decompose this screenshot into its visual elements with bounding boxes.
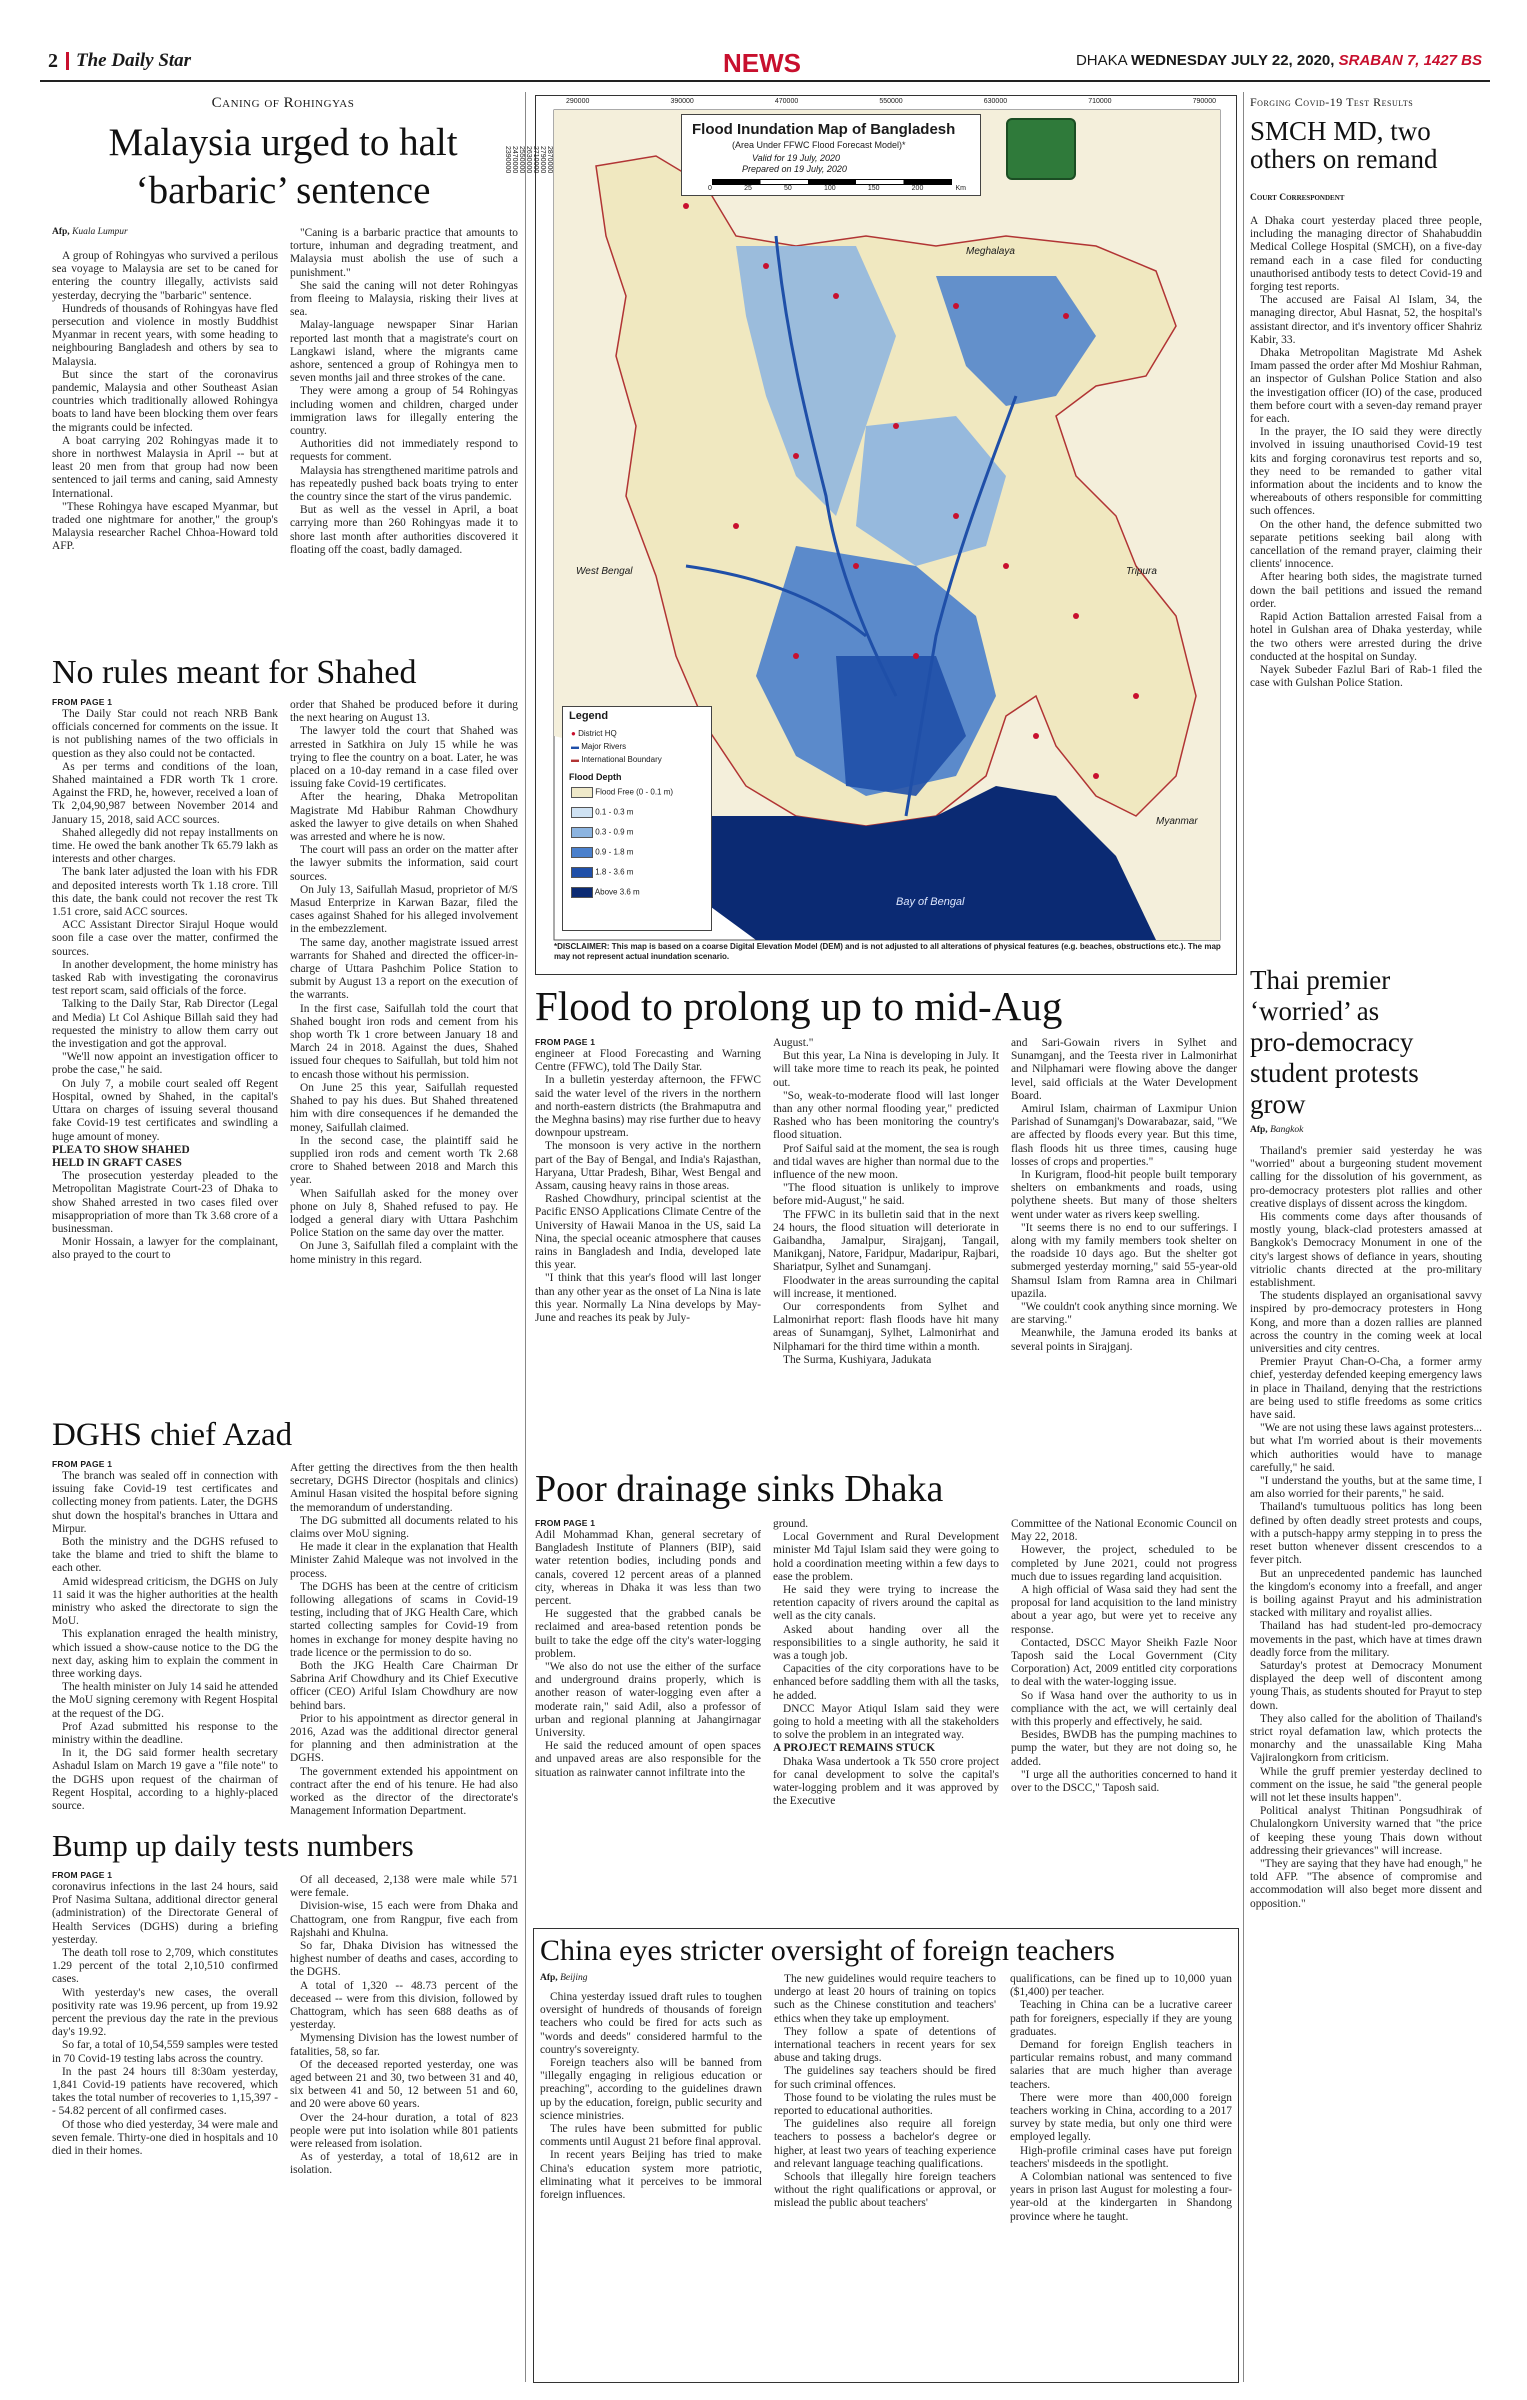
china-col-1	[540, 1991, 762, 2379]
paragraph: The branch was sealed off in connection with issuing fake Covid-19 test certificates and collecting money from patients. Later, the DGHS shut down the hospital's branches in Uttara and Mirpur.	[52, 1470, 278, 1535]
paragraph: On the other hand, the defence submitted two separate petitions seeking bail along with cancellation of the remand prayer, claiming their clients' innocence.	[1250, 518, 1482, 571]
paragraph: So far, a total of 10,54,559 samples were tested in 70 Covid-19 testing labs across the country.	[52, 2039, 278, 2065]
depth-item	[571, 887, 640, 898]
thai-headline-line: Thai premier	[1250, 965, 1391, 995]
coord-label: 2710000	[532, 146, 539, 174]
smch-byline: Court Correspondent	[1250, 193, 1345, 203]
paragraph: Prior to his appointment as director general in 2016, Azad was the additional director general for planning and then administration at the DGHS.	[290, 1712, 518, 1765]
paragraph: A Dhaka court yesterday placed three people, including the managing director of Shahabuddin Medical College Hospital (SMCH), on a five-day remand each in a case filed for conducting unauthorised antibody tests to detect Covid-19 and forging test reports.	[1250, 215, 1482, 294]
shahed-headline: No rules meant for Shahed	[52, 654, 417, 691]
paragraph: Thailand has had student-led pro-democracy movements in the past, which have at times drawn deadly force from the military.	[1250, 1620, 1482, 1659]
paragraph: Of the deceased reported yesterday, one was aged between 21 and 30, two between 31 and 40, six between 41 and 50, 12 between 51 and 60, and 20 were above 60 years.	[290, 2058, 518, 2111]
paragraph: Adil Mohammad Khan, general secretary of Bangladesh Institute of Planners (BIP), said water retention bodies, including ponds and canals, covered 12 percent areas of a planned city, whereas in Dhaka it was less than two percent.	[535, 1529, 761, 1608]
depth-label: 0.3 - 0.9 m	[595, 827, 634, 837]
map-label-tripura: Tripura	[1126, 566, 1157, 577]
coord-label: 2470000	[511, 146, 518, 174]
paragraph: The rules have been submitted for public comments until August 21 before final approval.	[540, 2123, 762, 2149]
paragraph: So far, Dhaka Division has witnessed the highest number of deaths and cases, according to the DGHS.	[290, 1940, 518, 1979]
map-logo	[1006, 118, 1076, 180]
paragraph: The Surma, Kushiyara, Jadukata	[783, 1353, 932, 1366]
paragraph: Those found to be violating the rules must be reported to educational authorities.	[774, 2091, 996, 2118]
coord-label: 2870000	[546, 146, 553, 174]
paragraph: The death toll rose to 2,709, which constitutes 1.29 percent of the total 2,10,510 confirmed cases.	[52, 1947, 278, 1986]
dghs-col-2	[290, 1462, 518, 1826]
legend-item-district: ● District HQ	[571, 729, 617, 738]
paragraph: "We couldn't cook anything since morning. We are starving."	[1011, 1301, 1237, 1327]
paragraph: Authorities did not immediately respond to requests for comment.	[290, 438, 518, 464]
map-coords-side	[504, 146, 553, 906]
paragraph: coronavirus infections in the last 24 hours, said Prof Nasima Sultana, additional director general (administration) of the Directorate General of Health Services (DGHS) during a briefing yesterday.	[52, 1881, 278, 1946]
tests-headline: Bump up daily tests numbers	[52, 1828, 414, 1863]
scale-label: 150	[867, 185, 880, 192]
paragraph: Over the 24-hour duration, a total of 823 people were put into isolation while 801 patients were released from isolation.	[290, 2111, 518, 2151]
paragraph: Hundreds of thousands of Rohingyas have fled persecution and violence in mostly Buddhist Myanmar in recent years, with some heading to neighbouring Bangladesh and others by sea to Malaysia.	[52, 302, 278, 368]
depth-item	[571, 847, 633, 858]
subheading: HELD IN GRAFT CASES	[52, 1156, 182, 1169]
coord-label: 2390000	[504, 146, 511, 174]
depth-label: 0.1 - 0.3 m	[595, 807, 634, 817]
dateline-bangla: SRABAN 7, 1427 BS	[1338, 52, 1482, 69]
paragraph: "Caning is a barbaric practice that amounts to torture, inhuman and degrading treatment, and Malaysia must abolish the use of such a punishment."	[290, 227, 518, 279]
paragraph: On July 13, Saifullah Masud, proprietor of M/S Masud Enterprize in Karwan Bazar, filed the cases against Shahed for his alleged involvement in the embezzlement.	[290, 883, 518, 936]
map-scale-labels	[708, 185, 966, 192]
paragraph: The bank later adjusted the loan with his FDR and deposited interests worth Tk 1.18 crore. Till this date, the bank could not recover the rest Tk 1.51 crore, said ACC sources.	[52, 866, 278, 919]
paragraph: "I think that this year's flood will last longer than any other year as the onset of La Nina is late this year. Normally La Nina develops by May-June and reaches its peak by July-	[535, 1272, 761, 1325]
paragraph: DNCC Mayor Atiqul Islam said they were going to hold a meeting with all the stakeholders to solve the problem in an integrated way.	[773, 1702, 999, 1742]
paragraph: But this year, La Nina is developing in July. It will take more time to reach its peak, he pointed out.	[773, 1050, 999, 1089]
thai-headline-line: ‘worried’ as	[1250, 996, 1380, 1026]
map-legend	[562, 706, 712, 931]
paragraph: Our correspondents from Sylhet and Lalmonirhat report: flash floods have hit many areas of Sunamganj, Sylhet, Lalmonirhat and Nilphamari for the third time within a month.	[773, 1301, 999, 1353]
depth-swatch	[571, 787, 593, 798]
paragraph: The monsoon is very active in the northern part of the Bay of Bengal, and India's Rajasthan, Haryana, Uttar Pradesh, Bihar, West Bengal and Assam, causing heavy rains in those areas.	[535, 1140, 761, 1193]
paragraph: "It seems there is no end to our sufferings. I along with my family members took shelter on the roadside 10 days ago. But the shelter got submerged yesterday morning," said 55-year-old Shamsul Islam from Ramna area in Chilmari upazila.	[1011, 1221, 1237, 1300]
depth-title: Flood Depth	[569, 772, 622, 782]
scale-label: 200	[911, 185, 924, 192]
coord-label: 2630000	[525, 146, 532, 174]
paragraph: In another development, the home ministry has tasked Rab with investigating the coronavirus test report scam, said officials of the force.	[52, 958, 278, 998]
section-label: NEWS	[723, 48, 801, 78]
paragraph: In the first case, Saifullah told the court that Shahed bought iron rods and cement from his shop worth Tk 1 crore between January 18 and March 24 in 2018. Against the dues, Shahed issued four cheques to Saifullah, but told him not to encash those without his permission.	[290, 1002, 518, 1081]
paragraph: On June 25 this year, Saifullah requested Shahed to pay his dues. But Shahed threatened him with dire consequences if he demanded the money, Saifullah claimed.	[290, 1081, 518, 1134]
coord-label: 550000	[879, 98, 903, 105]
map-title: Flood Inundation Map of Bangladesh	[692, 121, 956, 138]
malaysia-kicker: Caning of Rohingyas	[211, 95, 355, 111]
map-label-meghalaya: Meghalaya	[966, 246, 1015, 257]
china-col-3	[1010, 1973, 1232, 2379]
flood-article	[533, 985, 1239, 1463]
china-byline	[540, 1973, 588, 1983]
paragraph: Foreign teachers also will be banned from "illegally engaging in religious education or preaching", according to the guidelines drawn up by the education, foreign, public security and science ministries.	[540, 2057, 762, 2122]
china-article	[533, 1928, 1239, 2383]
dghs-article	[48, 1418, 518, 1828]
paragraph: In Kurigram, flood-hit people built temporary shelters on embankments and roads, using polythene sheets. But many of those shelters went under water as rivers keep swelling.	[1011, 1169, 1237, 1221]
paragraph: Rashed Chowdhury, principal scientist at the Pacific ENSO Applications Climate Centre of the University of Hawaii Manoa in the US, said La Nina, the special oceanic atmosphere that causes rains in Bangladesh and India, developed late this year.	[535, 1193, 761, 1272]
paragraph: Committee of the National Economic Council on May 22, 2018.	[1011, 1518, 1237, 1544]
depth-label: Above 3.6 m	[594, 887, 640, 897]
paragraph: Capacities of the city corporations have to be enhanced before saddling them with all the tasks, he added.	[773, 1663, 999, 1702]
malaysia-byline	[52, 227, 128, 237]
tests-col-2	[290, 1874, 518, 2382]
legend-title: Legend	[569, 710, 609, 722]
paragraph: Malaysia has strengthened maritime patrols and has repeatedly pushed back boats trying to enter the country since the start of the virus pandemic.	[290, 464, 518, 504]
paragraph: Shahed allegedly did not repay installments on time. He owed the bank another Tk 65.79 lakh as interests and other charges.	[52, 826, 278, 866]
flood-from-label: FROM PAGE 1	[535, 1037, 596, 1047]
dghs-col-1	[52, 1470, 278, 1826]
paragraph: The lawyer told the court that Shahed was arrested in Satkhira on July 15 while he was trying to flee the country on a boat. Later, he was placed on a 10-day remand in a case filed over issuing fake Covid-19 certificates.	[290, 725, 518, 791]
paragraph: The health minister on July 14 said he attended the MoU signing ceremony with Regent Hospital at the request of the DG.	[52, 1681, 278, 1720]
paragraph: They also called for the abolition of Thailand's strict royal defamation law, which protects the monarchy and the unassailable King Maha Vajiralongkorn from criticism.	[1250, 1712, 1482, 1765]
smch-article	[1250, 95, 1482, 965]
thai-headline	[1250, 965, 1482, 1120]
paragraph: The guidelines say teachers should be fired for such criminal offences.	[774, 2065, 996, 2091]
flood-col-2	[773, 1037, 999, 1458]
paragraph: Dhaka Metropolitan Magistrate Md Ashek Imam passed the order after Md Moshiur Rahman, an inspector of Gulshan Police Station and also the investigation officer (IO) of the case, produced them before court with a seven-day remand prayer for each.	[1250, 347, 1482, 426]
legend-item-rivers: ▬ Major Rivers	[571, 742, 627, 751]
tests-col-1	[52, 1881, 278, 2381]
paragraph: Monir Hossain, a lawyer for the complainant, also prayed to the court to	[52, 1236, 278, 1262]
paragraph: Mymensing Division has the lowest number of fatalities, 58, so far.	[290, 2032, 518, 2058]
drainage-col-1	[535, 1529, 761, 1914]
column-divider-right	[1243, 92, 1244, 2382]
paragraph: They were among a group of 54 Rohingyas including women and children, charged under immigration laws for illegally entering the country.	[290, 385, 518, 438]
depth-item	[571, 787, 673, 798]
coord-label: 710000	[1088, 98, 1112, 105]
paragraph: The prosecution yesterday pleaded to the Metropolitan Magistrate Court-23 of Dhaka to show Shahed arrested in two cases filed over misappropriation of more than Tk 3.68 crore of a businessman.	[52, 1170, 278, 1235]
paragraph: After getting the directives from the then health secretary, DGHS Director (hospitals and clinics) Aminul Hasan visited the hospital before signing the memorandum of understanding.	[290, 1462, 518, 1514]
map-valid-date: Valid for 19 July, 2020	[752, 153, 841, 163]
paragraph: He made it clear in the explanation that Health Minister Zahid Maleque was not involved in the process.	[290, 1541, 518, 1580]
depth-label: 0.9 - 1.8 m	[595, 847, 634, 857]
paragraph: "They are saying that they have had enough," he told AFP. "The absence of compromise and accommodation will also beget more dissent and opposition."	[1250, 1857, 1482, 1910]
paragraph: "We also do not use the either of the surface and underground drains properly, which is another reason of water-logging even after a moderate rain," said Adil, also a professor of urban and regional planning at Jahangirnagar University.	[535, 1661, 761, 1740]
paragraph: Floodwater in the areas surrounding the capital will increase, it mentioned.	[773, 1274, 999, 1300]
paragraph: qualifications, can be fined up to 10,000 yuan ($1,400) per teacher.	[1010, 1973, 1232, 1999]
paragraph: Both the ministry and the DGHS refused to take the blame and tried to shift the blame to each other.	[52, 1536, 278, 1575]
paragraph: In the prayer, the IO said they were directly involved in issuing unauthorised Covid-19 test kits and forging coronavirus test reports and so, they need to be remanded to gather vital information about the incidents and to know the whereabouts of others responsible for committing such offences.	[1250, 426, 1482, 518]
paragraph: Thailand's premier said yesterday he was "worried" about a burgeoning student movement calling for the dissolution of his government, as pro-democracy protesters plot rallies and other creative displays of dissent across the kingdom.	[1250, 1145, 1482, 1210]
paragraph: On June 3, Saifullah filed a complaint with the home ministry in this regard.	[290, 1240, 518, 1266]
paragraph: engineer at Flood Forecasting and Warning Centre (FFWC), told The Daily Star.	[535, 1048, 761, 1074]
map-title-box	[681, 114, 981, 196]
thai-article	[1250, 965, 1482, 2385]
smch-body	[1250, 215, 1482, 955]
paper-logo: The Daily Star	[76, 50, 192, 71]
paragraph: She said the caning will not deter Rohingyas from fleeing to Malaysia, risking their lives at sea.	[290, 279, 518, 319]
paragraph: In a bulletin yesterday afternoon, the FFWC said the water level of the rivers in the northern and north-eastern districts (the Brahmaputra and the Meghna basins) may rise further due to heavy downpour upstream.	[535, 1074, 761, 1140]
dghs-headline: DGHS chief Azad	[52, 1417, 293, 1453]
header-divider	[66, 52, 69, 70]
paragraph: He suggested that the grabbed canals be reclaimed and area-based retention ponds be built to take the edge off the city's water-logging problem.	[535, 1608, 761, 1660]
shahed-article	[48, 655, 518, 1415]
paragraph: But since the start of the coronavirus pandemic, Malaysia and other Southeast Asian countries which traditionally allowed Rohingya boats to land have been blocking them over fears the migrants could be infected.	[52, 368, 278, 434]
header-rule	[40, 80, 1490, 82]
coord-label: 2790000	[539, 146, 546, 174]
page-number: 2	[48, 50, 58, 72]
malaysia-col-2	[290, 227, 518, 652]
paragraph: The FFWC in its bulletin said that in the next 24 hours, the flood situation will deteriorate in Gaibandha, Jamalpur, Sirajganj, Tangail, Manikganj, Natore, Faridpur, Madaripur, Rajbari, Shariatpur, Sylhet and Sunamganj.	[773, 1208, 999, 1274]
flood-headline: Flood to prolong up to mid-Aug	[535, 983, 1063, 1029]
malaysia-headline-1: Malaysia urged to halt	[108, 121, 458, 164]
depth-item	[571, 807, 633, 818]
paragraph: The same day, another magistrate issued arrest warrants for Shahed and directed the officer-in-charge of Uttara Pashchim Police Station to submit by August 13 a report on the execution of the warrants.	[290, 936, 518, 1002]
scale-label: 100	[823, 185, 836, 192]
coord-label: 470000	[774, 98, 799, 105]
coord-label: 630000	[983, 98, 1008, 105]
paragraph: "So, weak-to-moderate flood will last longer than any other normal flooding year," predicted Rashed who has been monitoring the country's flood situation.	[773, 1089, 999, 1142]
depth-label: Flood Free (0 - 0.1 m)	[595, 787, 674, 797]
paragraph: Nayek Subeder Fazlul Bari of Rab-1 filed the case with Gulshan Police Station.	[1250, 663, 1482, 690]
paragraph: But as well as the vessel in April, a boat carrying more than 260 Rohingyas made it to shore last month after authorities discovered it floating off the coast, badly damaged.	[290, 504, 518, 556]
thai-byline-agency: Afp,	[1250, 1125, 1268, 1135]
paragraph: ground.	[773, 1518, 809, 1530]
drainage-headline: Poor drainage sinks Dhaka	[535, 1468, 944, 1510]
paragraph: After the hearing, Dhaka Metropolitan Magistrate Md Habibur Rahman Chowdhury asked the lawyer to give details on when Shahed was arrested and where he is now.	[290, 791, 518, 844]
paragraph: The government extended his appointment on contract after the end of his tenure. He had also worked as the director of the directorate's Management Information Department.	[290, 1765, 518, 1818]
china-headline: China eyes stricter oversight of foreign teachers	[540, 1934, 1115, 1967]
paragraph: Dhaka Wasa undertook a Tk 550 crore project for canal development to solve the capital's water-logging problem and it was approved by the Executive	[773, 1755, 999, 1808]
legend-label: International Boundary	[581, 755, 662, 764]
paragraph: The new guidelines would require teachers to undergo at least 20 hours of training on topics such as the Chinese constitution and teachers' ethics when they take up employment.	[774, 1973, 996, 2025]
legend-label: District HQ	[578, 729, 617, 738]
scale-label: 25	[744, 185, 752, 192]
map-label-bay: Bay of Bengal	[896, 896, 965, 908]
paragraph: A total of 1,320 -- 48.73 percent of the deceased -- were from this division, followed by Chattogram, which has seen 688 deaths as of yesterday.	[290, 1979, 518, 2032]
map-subtitle: (Area Under FFWC Flood Forecast Model)*	[732, 140, 906, 150]
paragraph: In it, the DG said former health secretary Ashadul Islam on March 19 gave a "file note" to the DGHS upon request of the chairman of Regent Hospital, according to a highly-placed source.	[52, 1747, 278, 1813]
paragraph: As per terms and conditions of the loan, Shahed maintained a FDR worth Tk 1 crore. Against the FRD, he, however, received a loan of Tk 2,04,90,987 between November 2014 and January 15, 2018, said ACC sources.	[52, 760, 278, 826]
shahed-from-label: FROM PAGE 1	[52, 697, 113, 707]
china-byline-place: Beijing	[560, 1973, 588, 1983]
malaysia-byline-agency: Afp,	[52, 227, 70, 237]
depth-swatch	[571, 807, 593, 818]
scale-unit: Km	[955, 185, 966, 192]
paragraph: The accused are Faisal Al Islam, 34, the managing director, Abul Hasnat, 52, the hospital's assistant director, and it's inventory officer Shahriz Kabir, 33.	[1250, 294, 1482, 346]
coord-label: 290000	[566, 98, 590, 105]
map-disclaimer: *DISCLAIMER: This map is based on a coarse Digital Elevation Model (DEM) and is not adjusted to all alterations of physical features (e.g. beaches, obstructions etc.). The map may not represent actual inundation scenario.	[554, 942, 1221, 961]
scale-label: 0	[708, 185, 712, 192]
paragraph: While the gruff premier yesterday declined to comment on the issue, he said "the general people will not let these insults happen".	[1250, 1765, 1482, 1804]
paragraph: "We'll now appoint an investigation officer to probe the case," he said.	[52, 1051, 278, 1077]
paragraph: Amirul Islam, chairman of Laxmipur Union Parishad of Sunamganj's Dowarabazar, said, "We are affected by floods every year. But this time, flash floods hit us three times, causing huge losses of crops and properties."	[1011, 1103, 1237, 1168]
paragraph: "The flood situation is unlikely to improve before mid-August," he said.	[773, 1182, 999, 1208]
drainage-article	[533, 1470, 1239, 1920]
paragraph: His comments come days after thousands of mostly young, black-clad protesters amassed at Bangkok's Democracy Monument in one of the city's largest shows of defiance in years, shouting vitriolic chants directed at the pro-military establishment.	[1250, 1211, 1482, 1290]
paragraph: A high official of Wasa said they had sent the proposal for land acquisition to the land ministry about a year ago, but were yet to receive any response.	[1011, 1584, 1237, 1636]
paragraph: So if Wasa hand over the authority to us in compliance with the act, we will certainly deal with this properly and effectively, he said.	[1011, 1689, 1237, 1729]
shahed-col-1	[52, 708, 278, 1408]
paragraph: "I understand the youths, but at the same time, I am also worried for their parents," he said.	[1250, 1475, 1482, 1501]
paragraph: Asked about handing over all the responsibilities to a single authority, he said it was a tough job.	[773, 1623, 999, 1663]
legend-label: Major Rivers	[581, 742, 627, 751]
subheading: PLEA TO SHOW SHAHED	[52, 1143, 190, 1156]
paragraph: Division-wise, 15 each were from Dhaka and Chattogram, one from Rangpur, five each from Rajshahi and Khulna.	[290, 1900, 518, 1939]
paragraph: In the second case, the plaintiff said he supplied iron rods and cement worth Tk 2.68 crore to Shahed between 2018 and March this year.	[290, 1134, 518, 1187]
smch-headline: SMCH MD, two others on remand	[1250, 116, 1438, 175]
paragraph: He said they were trying to increase the retention capacity of rivers around the capital as well as the city canals.	[773, 1584, 999, 1623]
flood-col-1	[535, 1048, 761, 1458]
paragraph: As of yesterday, a total of 18,612 are in isolation.	[290, 2151, 518, 2177]
paragraph: Amid widespread criticism, the DGHS on July 11 said it was the higher authorities at the health ministry who asked the directorate to sign the MoU.	[52, 1575, 278, 1628]
paragraph: Rapid Action Battalion arrested Faisal from a hotel in Gulshan area of Dhaka yesterday, while the two others were arrested during the drive conducted at the hospital on Sunday.	[1250, 611, 1482, 663]
coord-label: 2550000	[518, 146, 525, 174]
paragraph: But an unprecedented pandemic has launched the kingdom's economy into a freefall, and anger is boiling against Prayut and his administration stacked with military and royalist allies.	[1250, 1567, 1482, 1620]
thai-byline	[1250, 1125, 1303, 1135]
drainage-from-label: FROM PAGE 1	[535, 1518, 596, 1528]
flood-col-3	[1011, 1037, 1237, 1458]
subheading: A PROJECT REMAINS STUCK	[773, 1742, 936, 1755]
paragraph: Of those who died yesterday, 34 were male and seven female. Thirty-one died in hospitals and 10 died in their homes.	[52, 2118, 278, 2158]
paragraph: When Saifullah asked for the money over phone on July 8, Shahed refused to pay. He lodged a general diary with Uttara Pashchim Police Station on the same day over the matter.	[290, 1187, 518, 1240]
thai-headline-line: student protests	[1250, 1058, 1419, 1088]
paragraph: Contacted, DSCC Mayor Sheikh Fazle Noor Taposh said the Local Government (City Corporation) Act, 2009 entitled city corporations to deal with the water-logging issue.	[1011, 1636, 1237, 1689]
paragraph: Malay-language newspaper Sinar Harian reported last month that a magistrate's court on Langkawi island, where the migrants came ashore, sentenced a group of Rohingya men to seven months jail and three strokes of the cane.	[290, 319, 518, 385]
depth-item	[571, 827, 633, 838]
paragraph: Local Government and Rural Development minister Md Tajul Islam said they were going to hold a coordination meeting within a few days to ease the problem.	[773, 1531, 999, 1583]
paragraph: Demand for foreign English teachers in particular remains robust, and many command salaries that are much higher than average teachers.	[1010, 2039, 1232, 2091]
malaysia-col-1	[52, 250, 278, 650]
paragraph: A Colombian national was sentenced to five years in prison last August for molesting a four-year-old at the kindergarten in Shandong province where he taught.	[1010, 2171, 1232, 2223]
paragraph: "We are not using these laws against protesters... but what I'm worried about is their movements which authorities would have to manage carefully," he said.	[1250, 1422, 1482, 1474]
paragraph: Prof Saiful said at the moment, the sea is rough and tidal waves are higher than normal due to the influence of the new moon.	[773, 1142, 999, 1182]
malaysia-headline-2: ‘barbaric’ sentence	[135, 169, 431, 212]
paragraph: order that Shahed be produced before it during the next hearing on August 13.	[290, 699, 518, 725]
paragraph: Teaching in China can be a lucrative career path for foreigners, especially if they are young graduates.	[1010, 1999, 1232, 2038]
paragraph: The DGHS has been at the centre of criticism following allegations of scams in Covid-19 testing, including that of JKG Health Care, which started collecting samples for Covid-19 from homes in exchange for money despite having no trade licence or the permission to do so.	[290, 1580, 518, 1659]
paragraph: Saturday's protest at Democracy Monument displayed the deep well of discontent among young Thais, as students shouted for Prayut to step down.	[1250, 1659, 1482, 1712]
map-label-myanmar: Myanmar	[1156, 816, 1198, 827]
flood-map	[504, 95, 1237, 975]
dateline	[1076, 52, 1482, 69]
paragraph: With yesterday's new cases, the overall positivity rate was 19.96 percent, up from 19.92 percent the previous day the rate in the previous day's 19.92.	[52, 1986, 278, 2039]
thai-headline-line: pro-democracy	[1250, 1027, 1414, 1057]
paragraph: Thailand's tumultuous politics has long been defined by often deadly street protests and coups, with a putsch-happy army stepping in to press the reset button whenever dissent crescendos to a fever pitch.	[1250, 1501, 1482, 1567]
drainage-col-3	[1011, 1518, 1237, 1914]
paragraph: Schools that illegally hire foreign teachers without the right qualifications or approval, or mislead the public about teachers'	[774, 2171, 996, 2210]
thai-body	[1250, 1145, 1482, 2380]
paragraph: In recent years Beijing has tried to make China's education system more patriotic, eliminating what it perceives to be immoral foreign influences.	[540, 2149, 762, 2202]
paragraph: A boat carrying 202 Rohingyas made it to shore in northwest Malaysia in April -- but at least 20 men from that group had now been sentenced to jail terms and caning, said Amnesty International.	[52, 434, 278, 500]
paragraph: Both the JKG Health Care Chairman Dr Sabrina Arif Chowdhury and its Chief Executive officer (CEO) Ariful Islam Chowdhury are now behind bars.	[290, 1660, 518, 1712]
coord-label: 790000	[1192, 98, 1216, 105]
paragraph: The Daily Star could not reach NRB Bank officials concerned for comments on the issue. It is not publishing names of the two officials in question as they also could not be contacted.	[52, 708, 278, 760]
paragraph: "I urge all the authorities concerned to hand it over to the DSCC," Taposh said.	[1011, 1768, 1237, 1795]
depth-swatch	[571, 847, 593, 858]
paragraph: The students displayed an organisational savvy inspired by pro-democracy protesters in Hong Kong, and more than a dozen rallies are planned across the country in the coming week at local universities and city centres.	[1250, 1290, 1482, 1356]
malaysia-article	[48, 95, 518, 653]
depth-label: 1.8 - 3.6 m	[595, 867, 634, 877]
legend-item-boundary: ▬ International Boundary	[571, 755, 662, 764]
paragraph: Besides, BWDB has the pumping machines to pump the water, but they are not doing so, he added.	[1011, 1729, 1237, 1768]
paragraph: There were more than 400,000 foreign teachers working in China, according to a 2017 survey by state media, but only one third were employed legally.	[1010, 2091, 1232, 2144]
tests-article	[48, 1830, 518, 2385]
paragraph: They follow a spate of detentions of international teachers in recent years for sex abuse and taking drugs.	[774, 2025, 996, 2065]
map-coords-top	[566, 98, 1216, 105]
paragraph: Talking to the Daily Star, Rab Director (Legal and Media) Lt Col Ashique Billah said they had requested the ministry to allow them carry out the investigation and got the approval.	[52, 998, 278, 1051]
paragraph: A group of Rohingyas who survived a perilous sea voyage to Malaysia are set to be caned for entering the country illegally, activists said yesterday, decrying the "barbaric" sentence.	[52, 250, 278, 302]
paragraph: In the past 24 hours till 8:30am yesterday, 1,841 Covid-19 patients have recovered, which takes the total number of recoveries to 1,15,397 -- 54.82 percent of all confirmed cases.	[52, 2065, 278, 2118]
dateline-date: WEDNESDAY JULY 22, 2020,	[1130, 52, 1335, 69]
paragraph: The court will pass an order on the matter after the lawyer submits the information, said court sources.	[290, 844, 518, 883]
paragraph: Of all deceased, 2,138 were male while 571 were female.	[290, 1874, 518, 1900]
paragraph: The DG submitted all documents related to his claims over MoU signing.	[290, 1514, 518, 1541]
depth-swatch	[571, 827, 593, 838]
map-prepared-date: Prepared on 19 July, 2020	[742, 164, 847, 174]
thai-byline-place: Bangkok	[1270, 1125, 1304, 1135]
paragraph: Political analyst Thitinan Pongsudhirak of Chulalongkorn University warned that "the price of keeping these young Thais down without addressing their grievances" will increase.	[1250, 1805, 1482, 1857]
paragraph: He said the reduced amount of open spaces and unpaved areas are also responsible for the situation as rainwater cannot infiltrate into the	[535, 1740, 761, 1779]
paragraph: ACC Assistant Director Sirajul Hoque would soon file a case over the matter, confirmed the sources.	[52, 919, 278, 958]
scale-label: 50	[784, 185, 792, 192]
thai-headline-line: grow	[1250, 1089, 1306, 1119]
tests-from-label: FROM PAGE 1	[52, 1870, 113, 1880]
depth-item	[571, 867, 633, 878]
paragraph: After hearing both sides, the magistrate turned down the bail petitions and issued the remand order.	[1250, 571, 1482, 610]
coord-label: 390000	[670, 98, 694, 105]
paragraph: High-profile criminal cases have put foreign teachers' misdeeds in the spotlight.	[1010, 2144, 1232, 2170]
paragraph: This explanation enraged the health ministry, which issued a show-cause notice to the DG the next day, asking him to explain the comment in three working days.	[52, 1628, 278, 1681]
paragraph: Meanwhile, the Jamuna eroded its banks at several points in Sirajganj.	[1011, 1327, 1237, 1353]
paragraph: On July 7, a mobile court sealed off Regent Hospital, owned by Shahed, in the capital's Uttara on charges of issuing several thousand fake Covid-19 test certificates and swindling a huge amount of money.	[52, 1077, 278, 1143]
china-byline-agency: Afp,	[540, 1973, 558, 1983]
dghs-from-label: FROM PAGE 1	[52, 1459, 113, 1469]
paragraph: Prof Azad submitted his response to the ministry within the deadline.	[52, 1720, 278, 1747]
china-col-2	[774, 1973, 996, 2379]
map-label-west-bengal: West Bengal	[576, 566, 633, 577]
depth-swatch	[571, 867, 593, 878]
dateline-city: DHAKA	[1075, 52, 1127, 69]
shahed-col-2	[290, 699, 518, 1409]
paragraph: China yesterday issued draft rules to toughen oversight of hundreds of thousands of foreign teachers who could be fired for acts such as "words and deeds" considered harmful to the country's sovereignty.	[540, 1991, 762, 2056]
paragraph: and Sari-Gowain rivers in Sylhet and Sunamganj, and the Teesta river in Lalmonirhat and Nilphamari were flowing above the danger level, said officials at the Water Development Board.	[1011, 1037, 1237, 1102]
paragraph: Premier Prayut Chan-O-Cha, a former army chief, yesterday defended keeping emergency laws in place in Thailand, denying that the restrictions are being used to stifle freedoms as some critics have said.	[1250, 1356, 1482, 1422]
page-header	[40, 40, 1490, 80]
depth-swatch	[571, 887, 593, 898]
paragraph: "These Rohingya have escaped Myanmar, but traded one nightmare for another," the group's Malaysia researcher Rachel Chhoa-Howard told AFP.	[52, 500, 278, 553]
smch-kicker: Forging Covid-19 Test Results	[1250, 95, 1414, 109]
paragraph: However, the project, scheduled to be completed by June 2021, could not progress much due to issues regarding land acquisition.	[1011, 1544, 1237, 1583]
malaysia-byline-place: Kuala Lumpur	[72, 227, 128, 237]
paragraph: August."	[773, 1037, 814, 1049]
drainage-col-2	[773, 1518, 999, 1914]
paragraph: The guidelines also require all foreign teachers to possess a bachelor's degree or higher, at least two years of teaching experience and relevant language teaching qualifications.	[774, 2118, 996, 2170]
